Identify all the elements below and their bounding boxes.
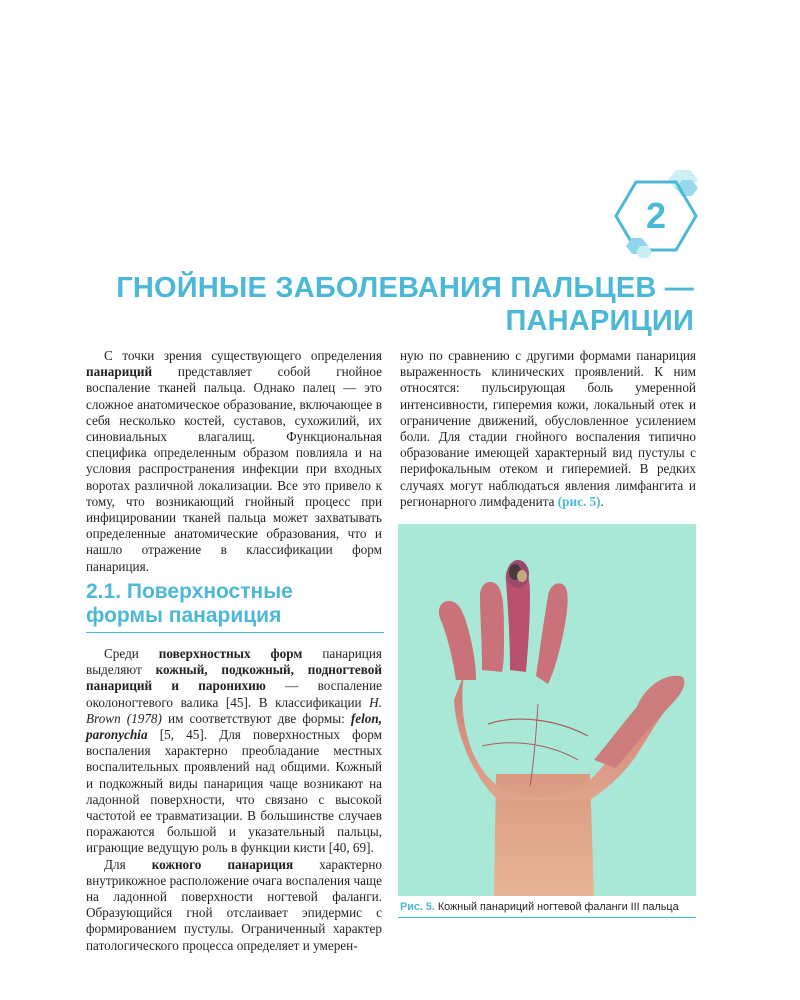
term-bold: кожный, подкожный, подногтевой панариций и паронихию xyxy=(86,662,382,694)
body-paragraph xyxy=(86,857,382,954)
text-run: Для xyxy=(104,856,152,872)
text-run: Среди xyxy=(104,646,159,661)
chapter-title-line-2: ПАНАРИЦИИ xyxy=(505,305,694,337)
section-heading xyxy=(86,580,386,628)
intro-column xyxy=(86,348,382,575)
term-bold: кожного панариция xyxy=(151,856,294,872)
text-run: панариция выделяют xyxy=(86,646,382,678)
term-bold-italic: felon, paronychia xyxy=(86,710,382,743)
section-heading-line-2: формы панариция xyxy=(86,604,282,627)
right-text-column xyxy=(400,348,696,510)
text-run: ную по сравнению с другими формами панариция выраженность клинических проявлений. К ним относятся: пульсирующая боль умеренной интенсивности, гиперемия кожи, локальный отек и ограничение движений, обусловленное усилением боли. Для стадии гнойного воспаления типично образование имеющей характерный вид пустулы с перифокальным отеком и гиперемией. В редких случаях могут наблюдаться явления лимфангита и регионарного лимфаденита xyxy=(400,348,696,509)
figure-image xyxy=(398,524,696,896)
text-run: — воспаление околоногтевого валика [45]. В классификации xyxy=(86,678,383,710)
citation-italic: H. Brown (1978) xyxy=(86,694,382,726)
text-run: С точки зрения существующего определения xyxy=(104,348,382,363)
section-divider xyxy=(86,632,384,633)
text-run: . xyxy=(600,493,604,509)
section-body-column xyxy=(86,646,382,954)
body-paragraph-continued xyxy=(400,348,696,510)
text-run: характерно внутрикожное расположение очага воспаления чаще на ладонной поверхности ногтевой фаланги. Образующийся гной отслаивает эпидермис с формированием пустулы. Ограниченный характер патологического процесса определяет и умерен- xyxy=(86,856,382,953)
figure-label: Рис. 5. xyxy=(400,901,435,913)
hand-photo-icon xyxy=(398,524,696,896)
figure-caption-text: Кожный панариций ногтевой фаланги III пальца xyxy=(434,901,679,913)
intro-paragraph xyxy=(86,348,382,575)
text-run: им соответствуют две формы: xyxy=(161,710,351,726)
figure-reference-link[interactable]: (рис. 5) xyxy=(557,493,601,509)
chapter-number: 2 xyxy=(645,195,667,236)
chapter-title-line-1: ГНОЙНЫЕ ЗАБОЛЕВАНИЯ ПАЛЬЦЕВ — xyxy=(116,272,694,304)
term-bold: панариций xyxy=(86,364,153,380)
text-run: представляет собой гнойное воспаление тканей пальца. Однако палец — это сложное анатомическое образование, включающее в себя несколько костей, суставов, сухожилий, их синовиальных влагалищ. Функциональная специфика определенным образом повлияла и на условия распространения инфекции при входных воротах различной локализации. Все это привело к тому, что возникающий гнойный процесс при инфицировании тканей пальца может захватывать определенные анатомические образования, что и нашло отражение в классификации форм панариция. xyxy=(86,364,382,574)
figure-caption xyxy=(400,900,700,914)
term-bold: поверхностных форм xyxy=(158,646,303,661)
body-paragraph xyxy=(86,646,382,857)
text-run: [5, 45]. Для поверхностных форм воспаления характерно преобладание местных воспалительных проявлений над общими. Кожный и подкожный виды панариция чаще возникают на ладонной поверхности, что связано с высокой частотой ее травматизации. В большинстве случаев поражаются большой и указательный пальцы, играющие ведущую роль в функции кисти [40, 69]. xyxy=(86,727,382,856)
figure-caption-divider xyxy=(398,917,696,918)
chapter-title xyxy=(94,272,694,338)
section-heading-line-1: 2.1. Поверхностные xyxy=(86,580,293,603)
